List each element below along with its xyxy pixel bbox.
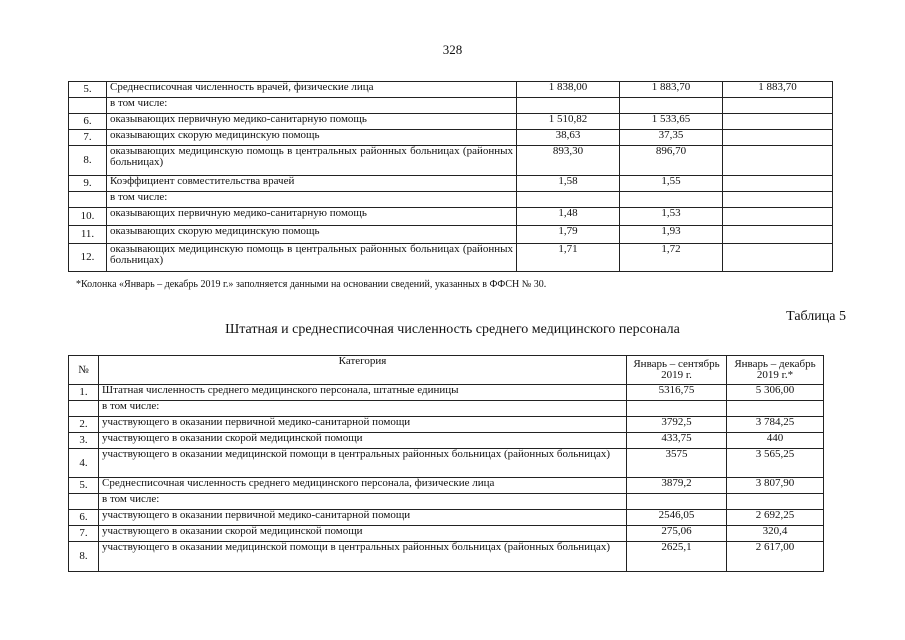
row-number: 12.: [69, 244, 107, 272]
cell-value: 440: [727, 433, 824, 449]
cell-value: [723, 244, 833, 272]
cell-value: [723, 208, 833, 226]
row-label: оказывающих скорую медицинскую помощь: [107, 130, 517, 146]
cell-value: [723, 226, 833, 244]
row-number: [69, 494, 99, 510]
cell-value: [627, 401, 727, 417]
table-row: [69, 417, 824, 433]
cell-value: 1 533,65: [620, 114, 723, 130]
row-label: участвующего в оказании первичной медико-санитарной помощи: [99, 510, 627, 526]
cell-value: 2546,05: [627, 510, 727, 526]
table-row: [69, 146, 833, 176]
cell-value: [723, 192, 833, 208]
cell-value: 1 510,82: [517, 114, 620, 130]
cell-value: 1,93: [620, 226, 723, 244]
cell-value: 1,55: [620, 176, 723, 192]
row-number: 1.: [69, 385, 99, 401]
row-label: в том числе:: [107, 98, 517, 114]
header-col2: Январь – декабрь 2019 г.*: [727, 356, 824, 385]
row-label: в том числе:: [99, 401, 627, 417]
table-row: [69, 82, 833, 98]
header-category: Категория: [99, 356, 627, 385]
cell-value: [620, 98, 723, 114]
cell-value: 896,70: [620, 146, 723, 176]
row-label: Среднесписочная численность врачей, физические лица: [107, 82, 517, 98]
cell-value: 893,30: [517, 146, 620, 176]
cell-value: [727, 401, 824, 417]
cell-value: 3 784,25: [727, 417, 824, 433]
row-label: оказывающих медицинскую помощь в центральных районных больницах (районных больницах): [107, 146, 517, 176]
table-row: [69, 244, 833, 272]
cell-value: [620, 192, 723, 208]
cell-value: 1 883,70: [723, 82, 833, 98]
cell-value: [723, 98, 833, 114]
row-label: участвующего в оказании скорой медицинской помощи: [99, 433, 627, 449]
cell-value: 2625,1: [627, 542, 727, 572]
row-label: оказывающих скорую медицинскую помощь: [107, 226, 517, 244]
cell-value: 3879,2: [627, 478, 727, 494]
cell-value: 1,72: [620, 244, 723, 272]
cell-value: 3575: [627, 449, 727, 478]
table-header-row: [69, 356, 824, 385]
header-col1: Январь – сентябрь 2019 г.: [627, 356, 727, 385]
row-number: 8.: [69, 146, 107, 176]
row-label: оказывающих первичную медико-санитарную помощь: [107, 114, 517, 130]
cell-value: 2 617,00: [727, 542, 824, 572]
row-number: 9.: [69, 176, 107, 192]
cell-value: 1,48: [517, 208, 620, 226]
cell-value: 1,58: [517, 176, 620, 192]
cell-value: 3792,5: [627, 417, 727, 433]
cell-value: [723, 146, 833, 176]
table-row: [69, 114, 833, 130]
cell-value: 1,79: [517, 226, 620, 244]
table-row: [69, 494, 824, 510]
cell-value: 1 838,00: [517, 82, 620, 98]
row-number: 6.: [69, 114, 107, 130]
table-row: [69, 192, 833, 208]
cell-value: 38,63: [517, 130, 620, 146]
row-label: в том числе:: [99, 494, 627, 510]
row-number: [69, 401, 99, 417]
cell-value: [517, 192, 620, 208]
cell-value: 2 692,25: [727, 510, 824, 526]
row-label: участвующего в оказании медицинской помощи в центральных районных больницах (районных больницах): [99, 449, 627, 478]
row-number: 11.: [69, 226, 107, 244]
table-title: Штатная и среднесписочная численность среднего медицинского персонала: [225, 322, 680, 337]
row-label: в том числе:: [107, 192, 517, 208]
cell-value: 320,4: [727, 526, 824, 542]
table-row: [69, 433, 824, 449]
cell-value: [723, 176, 833, 192]
row-number: 7.: [69, 130, 107, 146]
cell-value: 5 306,00: [727, 385, 824, 401]
table-row: [69, 449, 824, 478]
table-row: [69, 176, 833, 192]
row-label: участвующего в оказании медицинской помощи в центральных районных больницах (районных больницах): [99, 542, 627, 572]
row-number: 5.: [69, 478, 99, 494]
row-number: 10.: [69, 208, 107, 226]
cell-value: 1,71: [517, 244, 620, 272]
table-row: [69, 98, 833, 114]
cell-value: [627, 494, 727, 510]
cell-value: 5316,75: [627, 385, 727, 401]
page-number: 328: [442, 42, 463, 57]
cell-value: [517, 98, 620, 114]
table-row: [69, 542, 824, 572]
table-label: Таблица 5: [786, 309, 846, 324]
row-label: Штатная численность среднего медицинского персонала, штатные единицы: [99, 385, 627, 401]
cell-value: 1,53: [620, 208, 723, 226]
row-label: оказывающих первичную медико-санитарную помощь: [107, 208, 517, 226]
table-row: [69, 130, 833, 146]
cell-value: 275,06: [627, 526, 727, 542]
table-row: [69, 401, 824, 417]
header-number: №: [69, 356, 99, 385]
cell-value: [723, 114, 833, 130]
row-number: 7.: [69, 526, 99, 542]
table-row: [69, 478, 824, 494]
cell-value: 37,35: [620, 130, 723, 146]
row-label: Коэффициент совместительства врачей: [107, 176, 517, 192]
cell-value: 1 883,70: [620, 82, 723, 98]
row-label: Среднесписочная численность среднего медицинского персонала, физические лица: [99, 478, 627, 494]
cell-value: [723, 130, 833, 146]
row-number: 2.: [69, 417, 99, 433]
row-number: 5.: [69, 82, 107, 98]
cell-value: [727, 494, 824, 510]
row-number: 3.: [69, 433, 99, 449]
table-doctors: [68, 81, 833, 272]
row-label: участвующего в оказании первичной медико-санитарной помощи: [99, 417, 627, 433]
table-row: [69, 510, 824, 526]
row-number: 4.: [69, 449, 99, 478]
table-row: [69, 208, 833, 226]
cell-value: 3 565,25: [727, 449, 824, 478]
row-number: 8.: [69, 542, 99, 572]
row-number: [69, 192, 107, 208]
cell-value: 3 807,90: [727, 478, 824, 494]
row-number: 6.: [69, 510, 99, 526]
row-label: участвующего в оказании скорой медицинской помощи: [99, 526, 627, 542]
table-nurses: [68, 355, 824, 572]
row-number: [69, 98, 107, 114]
row-label: оказывающих медицинскую помощь в центральных районных больницах (районных больницах): [107, 244, 517, 272]
footnote: *Колонка «Январь – декабрь 2019 г.» заполняется данными на основании сведений, указанных в ФФСН № 30.: [76, 279, 547, 290]
cell-value: 433,75: [627, 433, 727, 449]
table-row: [69, 526, 824, 542]
table-row: [69, 385, 824, 401]
table-row: [69, 226, 833, 244]
